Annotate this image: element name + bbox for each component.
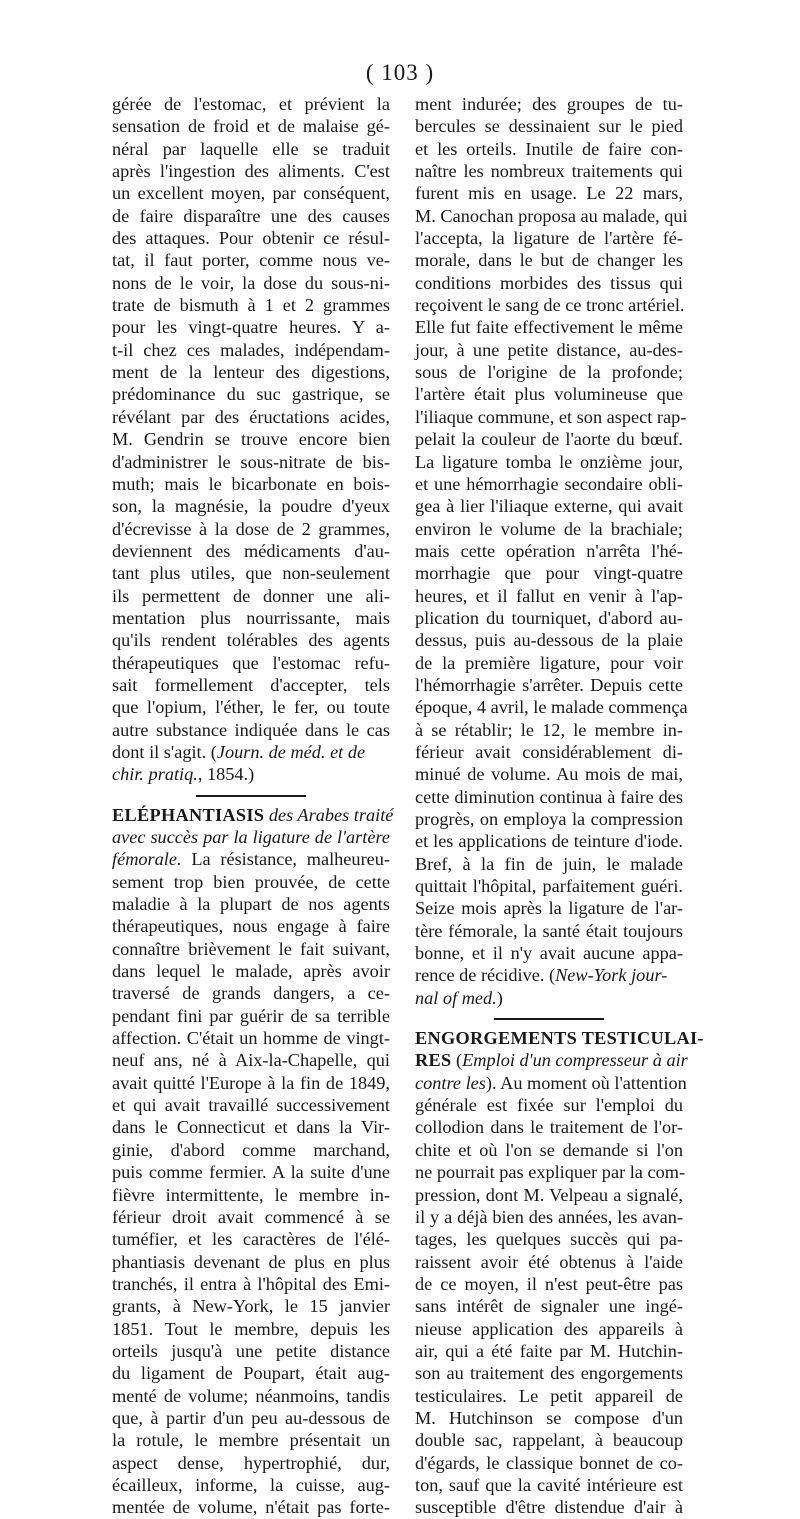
text-line: autre substance indiquée dans le cas <box>112 719 390 740</box>
elephantiasis-heading-line-3: fémorale. La résistance, malheureu- <box>112 849 390 870</box>
text-line: sans intérêt de signaler une ingé- <box>415 1296 683 1317</box>
engorgements-heading-line-1: ENGORGEMENTS TESTICULAI- <box>415 1028 704 1049</box>
text-line: d'égards, le classique bonnet de co- <box>415 1452 683 1473</box>
right-column <box>415 93 704 1519</box>
text-line: mentée de volume, n'était pas forte- <box>112 1497 390 1518</box>
text-line: tat, il faut porter, comme nous ve- <box>112 250 390 271</box>
text-line: ment de la lenteur des digestions, <box>112 362 390 383</box>
text-line: air, qui a été faite par M. Hutchin- <box>415 1340 683 1361</box>
text-line: à se rétablir; le 12, le membre in- <box>415 719 683 740</box>
text-line: pendant fini par guérir de sa terrible <box>112 1005 390 1026</box>
text-line: pelait la couleur de l'aorte du bœuf. <box>415 429 683 450</box>
elephantiasis-heading-line-2: avec succès par la ligature de l'artère <box>112 827 390 847</box>
text-line: 1851. Tout le membre, depuis les <box>112 1318 390 1339</box>
section-divider <box>196 795 306 797</box>
text-line: ne pourrait pas expliquer par la com- <box>415 1162 686 1183</box>
left-paragraph-2 <box>112 871 390 1519</box>
text-line: collodion dans le traitement de l'or- <box>415 1117 683 1138</box>
text-line: Seize mois après la ligature de l'ar- <box>415 898 683 919</box>
text-line: tère fémorale, la santé était toujours <box>415 920 683 941</box>
text-line: Bref, à la fin de juin, le malade <box>415 853 683 874</box>
text-line: tant plus utiles, que non-seulement <box>112 563 390 584</box>
section-divider <box>494 1018 604 1020</box>
text-line: tuméfier, et les caractères de l'élé- <box>112 1229 390 1250</box>
left-paragraph-1 <box>112 93 390 741</box>
text-line: Elle fut faite effectivement le même <box>415 317 683 338</box>
text-line: sement trop bien prouvée, de cette <box>112 871 390 892</box>
text-line: prédominance du suc gastrique, se <box>112 384 390 405</box>
text-line: de faire disparaître une des causes <box>112 205 390 226</box>
text-line: et une hémorrhagie secondaire obli- <box>415 473 683 494</box>
text-line: minué de volume. Au mois de mai, <box>415 764 683 785</box>
text-line: susceptible d'être distendue d'air à <box>415 1497 683 1518</box>
text-line: sensation de froid et de malaise gé- <box>112 116 390 137</box>
text-line: et les applications de teinture d'iode. <box>415 831 683 852</box>
text-line: M. Hutchinson se compose d'un <box>415 1407 683 1428</box>
text-line: gérée de l'estomac, et prévient la <box>112 94 390 114</box>
engorgements-heading-line-2: RES (Emploi d'un compresseur à air <box>415 1050 688 1071</box>
text-line: t-il chez ces malades, indépendam- <box>112 339 390 360</box>
page-number: ( 103 ) <box>365 60 435 85</box>
text-line: ment indurée; des groupes de tu- <box>415 94 683 114</box>
text-line: morale, dans le but de changer les <box>415 250 683 271</box>
text-line: thérapeutiques que l'estomac refu- <box>112 652 390 673</box>
text-line: traversé de grands dangers, a ce- <box>112 983 390 1004</box>
right-paragraph-2 <box>415 1094 686 1519</box>
text-line: thérapeutiques, nous engage à faire <box>112 916 390 937</box>
text-line: d'écrevisse à la dose de 2 grammes, <box>112 518 390 539</box>
text-line: dans lequel le malade, après avoir <box>112 961 390 982</box>
text-line: après l'ingestion des aliments. C'est <box>112 161 390 182</box>
text-line: trate de bismuth à 1 et 2 grammes <box>112 295 390 316</box>
engorgements-heading-line-3: contre les). Au moment où l'attention <box>415 1072 687 1093</box>
text-line: son au traitement des engorgements <box>415 1363 683 1384</box>
text-line: sait formellement d'accepter, tels <box>112 674 390 695</box>
text-line: sous de l'origine de la profonde; <box>415 362 683 383</box>
text-line: pression, dont M. Velpeau a signalé, <box>415 1184 683 1205</box>
text-line: dans le Connecticut et dans la Vir- <box>112 1117 390 1138</box>
text-line: révélant par des éructations acides, <box>112 406 390 427</box>
text-line: générale est fixée sur l'emploi du <box>415 1095 683 1116</box>
text-line: naître les nombreux traitements qui <box>415 161 683 182</box>
text-line: de la première ligature, pour voir <box>415 652 683 673</box>
text-line: menté de volume; néanmoins, tandis <box>112 1385 390 1406</box>
text-line: raissent avoir été obtenus à l'aide <box>415 1251 683 1272</box>
text-line: de ce moyen, il n'est peut-être pas <box>415 1273 683 1294</box>
text-line: pour les vingt-quatre heures. Y a- <box>112 317 390 338</box>
text-line: maladie à la plupart de nos agents <box>112 894 390 915</box>
text-line: progrès, on employa la compression <box>415 809 683 829</box>
text-line: un excellent moyen, par conséquent, <box>112 183 390 204</box>
text-line: qu'ils rendent tolérables des agents <box>112 630 390 651</box>
text-line: puis comme fermier. A la suite d'une <box>112 1162 390 1183</box>
text-line: nons de le voir, la dose du sous-ni- <box>112 272 390 293</box>
right-paragraph-1-reference: nal of med.) <box>415 987 503 1008</box>
left-paragraph-1-reference: chir. pratiq., 1854.) <box>112 764 255 785</box>
text-line: phantiasis devenant de plus en plus <box>112 1251 390 1272</box>
text-line: testiculaires. Le petit appareil de <box>415 1385 683 1406</box>
text-line: aspect dense, hypertrophié, dur, <box>112 1452 390 1473</box>
left-column <box>112 93 394 1519</box>
text-line: tages, les quelques succès qui pa- <box>415 1229 683 1250</box>
text-line: mais cette opération n'arrêta l'hé- <box>415 540 683 561</box>
text-line: double sac, rappelant, à beaucoup <box>415 1430 683 1451</box>
text-line: gea à lier l'iliaque externe, qui avait <box>415 496 683 517</box>
text-line: ton, sauf que la cavité intérieure est <box>415 1474 683 1495</box>
text-line: jour, à une petite distance, au-des- <box>415 339 683 360</box>
text-line: l'accepta, la ligature de l'artère fé- <box>415 228 683 249</box>
text-line: l'iliaque commune, et son aspect rap- <box>415 406 687 427</box>
text-line: connaître brièvement le fait suivant, <box>112 938 390 959</box>
text-line: et qui avait travaillé successivement <box>112 1095 390 1116</box>
text-line: tranchés, il entra à l'hôpital des Emi- <box>112 1273 390 1294</box>
text-line: muth; mais le bicarbonate en bois- <box>112 473 390 494</box>
text-line: plication du tourniquet, d'abord au- <box>415 607 683 628</box>
text-line: d'administrer le sous-nitrate de bis- <box>112 451 390 472</box>
text-line: férieur droit avait commencé à se <box>112 1206 390 1227</box>
text-line: dessus, puis au-dessous de la plaie <box>415 630 683 651</box>
text-line: des attaques. Pour obtenir ce résul- <box>112 228 390 249</box>
elephantiasis-heading-line-1: ELÉPHANTIASIS des Arabes traité <box>112 804 394 825</box>
text-line: du ligament de Poupart, était aug- <box>112 1363 390 1384</box>
text-line: M. Gendrin se trouve encore bien <box>112 429 390 450</box>
text-line: avait quitté l'Europe à la fin de 1849, <box>112 1072 390 1093</box>
text-line: que, à partir d'un peu au-dessous de <box>112 1407 390 1428</box>
text-line: l'hémorrhagie s'arrêter. Depuis cette <box>415 674 683 695</box>
text-line: deviennent des médicaments d'au- <box>112 540 390 561</box>
text-line: bonne, et il n'y avait aucune appa- <box>415 943 683 964</box>
text-line: grants, à New-York, le 15 janvier <box>112 1296 390 1317</box>
text-line: nieuse application des appareils à <box>415 1318 683 1339</box>
text-line: il y a déjà bien des années, les avan- <box>415 1206 683 1227</box>
text-line: ginie, d'abord comme marchand, <box>112 1139 390 1160</box>
text-line: M. Canochan proposa au malade, qui <box>415 205 688 226</box>
text-line: et les orteils. Inutile de faire con- <box>415 138 683 159</box>
text-line: furent mis en usage. Le 22 mars, <box>415 183 683 204</box>
right-paragraph-1-ending: rence de récidive. (New-York jour- <box>415 965 668 986</box>
text-line: neuf ans, né à Aix-la-Chapelle, qui <box>112 1050 390 1071</box>
text-line: que l'opium, l'éther, le fer, ou toute <box>112 697 390 718</box>
text-line: affection. C'était un homme de vingt- <box>112 1028 390 1049</box>
text-line: conditions morbides des tissus qui <box>415 272 683 293</box>
text-line: orteils jusqu'à une petite distance <box>112 1340 390 1361</box>
text-line: néral par laquelle elle se traduit <box>112 138 390 159</box>
text-line: ils permettent de donner une ali- <box>112 585 390 606</box>
text-line: La ligature tomba le onzième jour, <box>415 451 683 472</box>
right-paragraph-1 <box>415 93 688 964</box>
text-line: environ le volume de la brachiale; <box>415 518 683 539</box>
text-line: heures, et il fallut en venir à l'ap- <box>415 585 683 606</box>
text-line: la rotule, le membre présentait un <box>112 1430 390 1451</box>
text-line: époque, 4 avril, le malade commença <box>415 697 688 718</box>
text-line: quittait l'hôpital, parfaitement guéri. <box>415 876 683 897</box>
text-line: son, la magnésie, la poudre d'yeux <box>112 496 390 517</box>
text-line: chite et où l'on se demande si l'on <box>415 1139 683 1160</box>
left-paragraph-1-ending: dont il s'agit. (Journ. de méd. et de <box>112 741 366 762</box>
text-line: l'artère était plus volumineuse que <box>415 384 683 405</box>
text-line: mentation plus nourrissante, mais <box>112 607 390 628</box>
text-line: fièvre intermittente, le membre in- <box>112 1184 390 1205</box>
text-line: cette diminution continua à faire des <box>415 786 683 807</box>
text-line: bercules se dessinaient sur le pied <box>415 116 683 137</box>
text-line: reçoivent le sang de ce tronc artériel. <box>415 295 685 316</box>
text-line: écailleux, informe, la cuisse, aug- <box>112 1474 390 1495</box>
text-line: férieur avait considérablement di- <box>415 741 683 762</box>
text-line: morrhagie que pour vingt-quatre <box>415 563 683 584</box>
